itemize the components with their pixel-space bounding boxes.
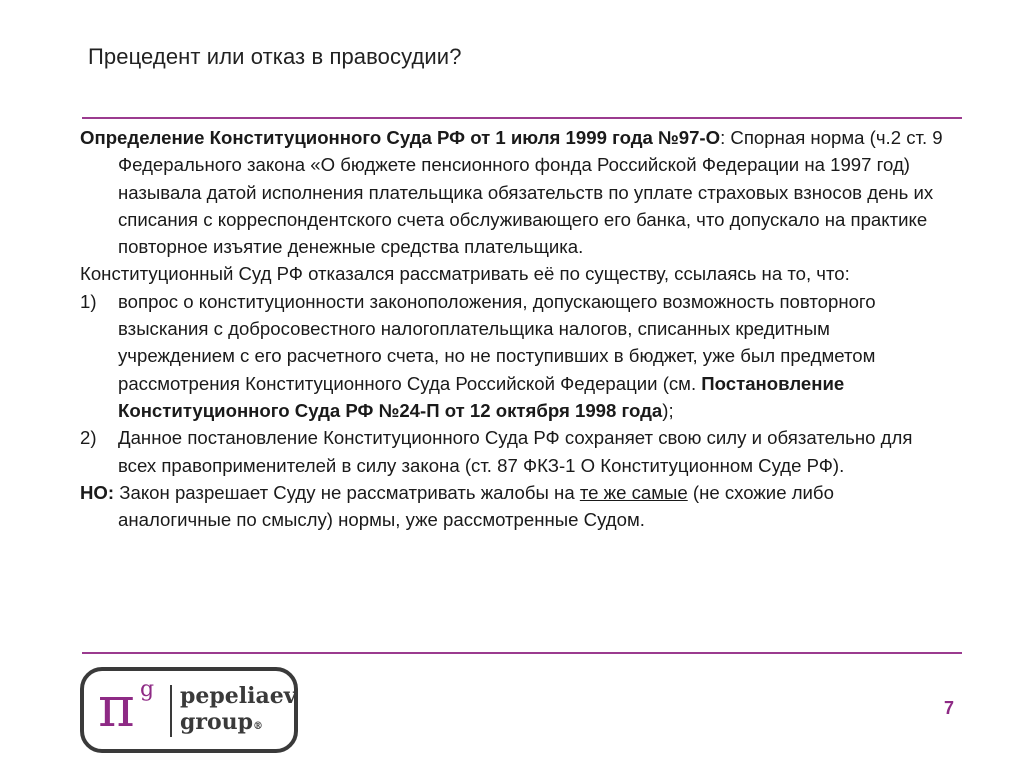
slide-title: Прецедент или отказ в правосудии? [88,44,462,69]
logo-line-2-wrap [180,709,297,740]
logo-wordmark [180,683,297,740]
refusal-text: Конституционный Суд РФ отказался рассматривать её по существу, ссылаясь на то, что: [80,263,850,285]
top-divider [82,117,962,119]
logo-superscript: g [140,677,155,702]
underlined-phrase: те же самые [579,481,688,503]
paragraph-ruling [80,124,950,260]
list-item-tail: ); [662,399,674,421]
but-text-before: Закон разрешает Суду не рассматривать жалобы на [114,481,580,503]
paragraph-but [80,479,950,534]
logo-line-1: pepeliaev [180,683,297,709]
list-item-text: Данное постановление Конституционного Суда РФ сохраняет свою силу и обязательно для всех правоприменителей в силу закона (ст. 87 ФКЗ-1 О Конституционном Суде РФ). [118,427,913,476]
paragraph-refusal [80,260,950,287]
list-item-number: 2) [80,427,97,449]
list-item-number: 1) [80,290,97,312]
page-number: 7 [944,698,955,718]
logo-line-2: group [180,709,254,735]
resolution-reference: Постановление Конституционного Суда РФ №24-П от 12 октября 1998 года [118,372,845,421]
slide-body [80,124,950,533]
logo-pi-symbol: π [98,675,135,740]
ruling-reference: Определение Конституционного Суда РФ от 1 июля 1999 года №97-О [80,127,721,148]
bottom-divider [82,652,962,654]
but-label: НО: [80,481,115,503]
registered-mark: ® [253,721,264,732]
list-item-text: вопрос о конституционности законоположения, допускающего возможность повторного взыскания с добросовестного налогоплательщика налогов, списанных кредитным учреждением с его расчетного счета, но не поступивших в бюджет, уже был предметом рассмотрения Конституционного Суда Российской Федерации (см. [118,290,876,394]
pepeliaev-group-logo [80,667,298,753]
but-text-after: (не схожие либо аналогичные по смыслу) нормы, уже рассмотренные Судом. [118,481,834,531]
ruling-text: : Спорная норма (ч.2 ст. 9 Федерального закона «О бюджете пенсионного фонда Российской Федерации на 1997 год) называла датой исполнения плательщика обязательств по уплате страховых взносов день их списания с корреспондентского счета обслуживающего его банка, что допускало на практике повторное изъятие денежные средства плательщика. [118,127,943,258]
list-item [80,288,950,424]
list-item [80,424,950,479]
logo-separator [170,685,172,737]
